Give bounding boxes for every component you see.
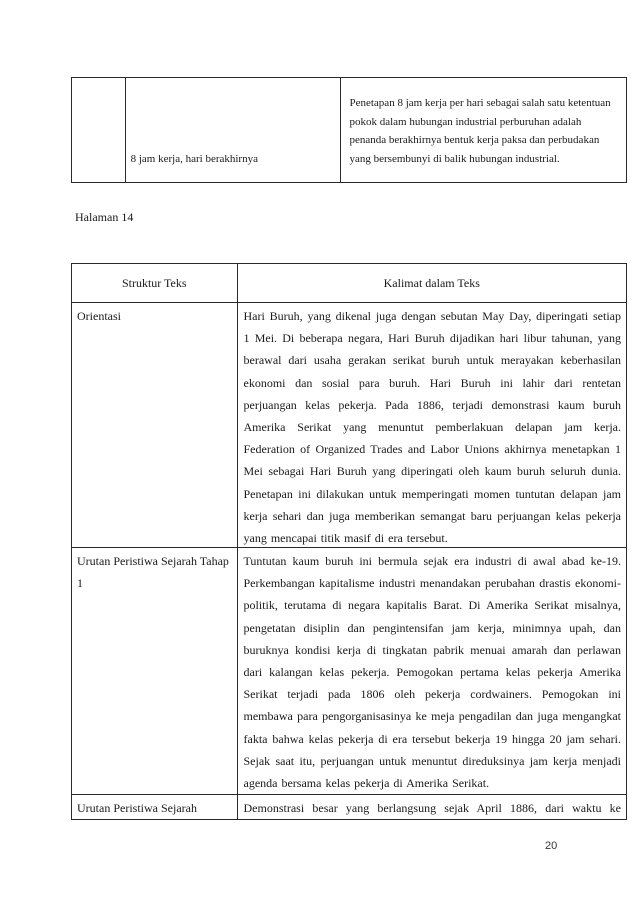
table-row	[72, 795, 627, 820]
table-row	[72, 303, 627, 548]
column-header: Kalimat dalam Teks	[237, 264, 627, 303]
table-cell	[237, 303, 627, 548]
row-label: Urutan Peristiwa Sejarah Tahap 1	[77, 554, 229, 590]
table-cell	[237, 795, 627, 820]
cell-text: Penetapan 8 jam kerja per hari sebagai salah satu ketentuan pokok dalam hubungan industrial perburuhan adalah penanda berakhirnya bentuk kerja paksa dan perbudakan yang bersembunyi di balik hubungan industrial.	[349, 97, 611, 165]
page-number: 20	[545, 840, 558, 852]
table-cell	[237, 548, 627, 795]
text-structure-table	[71, 263, 627, 820]
column-header: Struktur Teks	[72, 264, 238, 303]
table-cell	[72, 303, 238, 548]
row-label: Urutan Peristiwa Sejarah	[77, 801, 197, 815]
top-table	[71, 77, 627, 183]
cell-text: 8 jam kerja, hari berakhirnya	[130, 153, 258, 165]
table-cell	[72, 795, 238, 820]
table-header-row	[72, 264, 627, 303]
empty-cell	[72, 78, 126, 183]
row-text: Demonstrasi besar yang berlangsung sejak April 1886, dari waktu ke	[243, 801, 621, 815]
row-text: Hari Buruh, yang dikenal juga dengan sebutan May Day, diperingati setiap 1 Mei. Di beberapa negara, Hari Buruh dijadikan hari libur tahunan, yang berawal dari usaha gerakan serikat buruh untuk merayakan keberhasilan ekonomi dan sosial para buruh. Hari Buruh ini lahir dari rentetan perjuangan kelas pekerja. Pada 1886, terjadi demonstrasi kaum buruh Amerika Serikat yang menuntut pemberlakuan delapan jam kerja. Federation of Organized Trades and Labor Unions akhirnya menetapkan 1 Mei sebagai Hari Buruh yang diperingati oleh kaum buruh seluruh dunia. Penetapan ini dilakukan untuk memperingati momen tuntutan delapan jam kerja sehari dan juga memberikan semangat baru perjuangan kelas pekerja yang mencapai titik masif di era tersebut.	[243, 309, 621, 546]
table-cell	[125, 78, 341, 183]
table-cell	[341, 78, 627, 183]
table-row	[72, 548, 627, 795]
section-heading: Halaman 14	[75, 210, 134, 224]
table-cell	[72, 548, 238, 795]
table-row	[72, 78, 627, 183]
row-text: Tuntutan kaum buruh ini bermula sejak era industri di awal abad ke-19. Perkembangan kapitalisme industri menandakan perubahan drastis ekonomi-politik, terutama di negara kapitalis Barat. Di Amerika Serikat misalnya, pengetatan disiplin dan pengintensifan jam kerja, minimnya upah, dan buruknya kondisi kerja di tingkatan pabrik menuai amarah dan perlawan dari kalangan kelas pekerja. Pemogokan pertama kelas pekerja Amerika Serikat terjadi pada 1806 oleh pekerja cordwainers. Pemogokan ini membawa para pengorganisasinya ke meja pengadilan dan juga mengangkat fakta bahwa kelas pekerja di era tersebut bekerja 19 hingga 20 jam sehari. Sejak saat itu, perjuangan untuk menuntut direduksinya jam kerja menjadi agenda bersama kelas pekerja di Amerika Serikat.	[243, 554, 621, 791]
row-label: Orientasi	[77, 309, 121, 323]
